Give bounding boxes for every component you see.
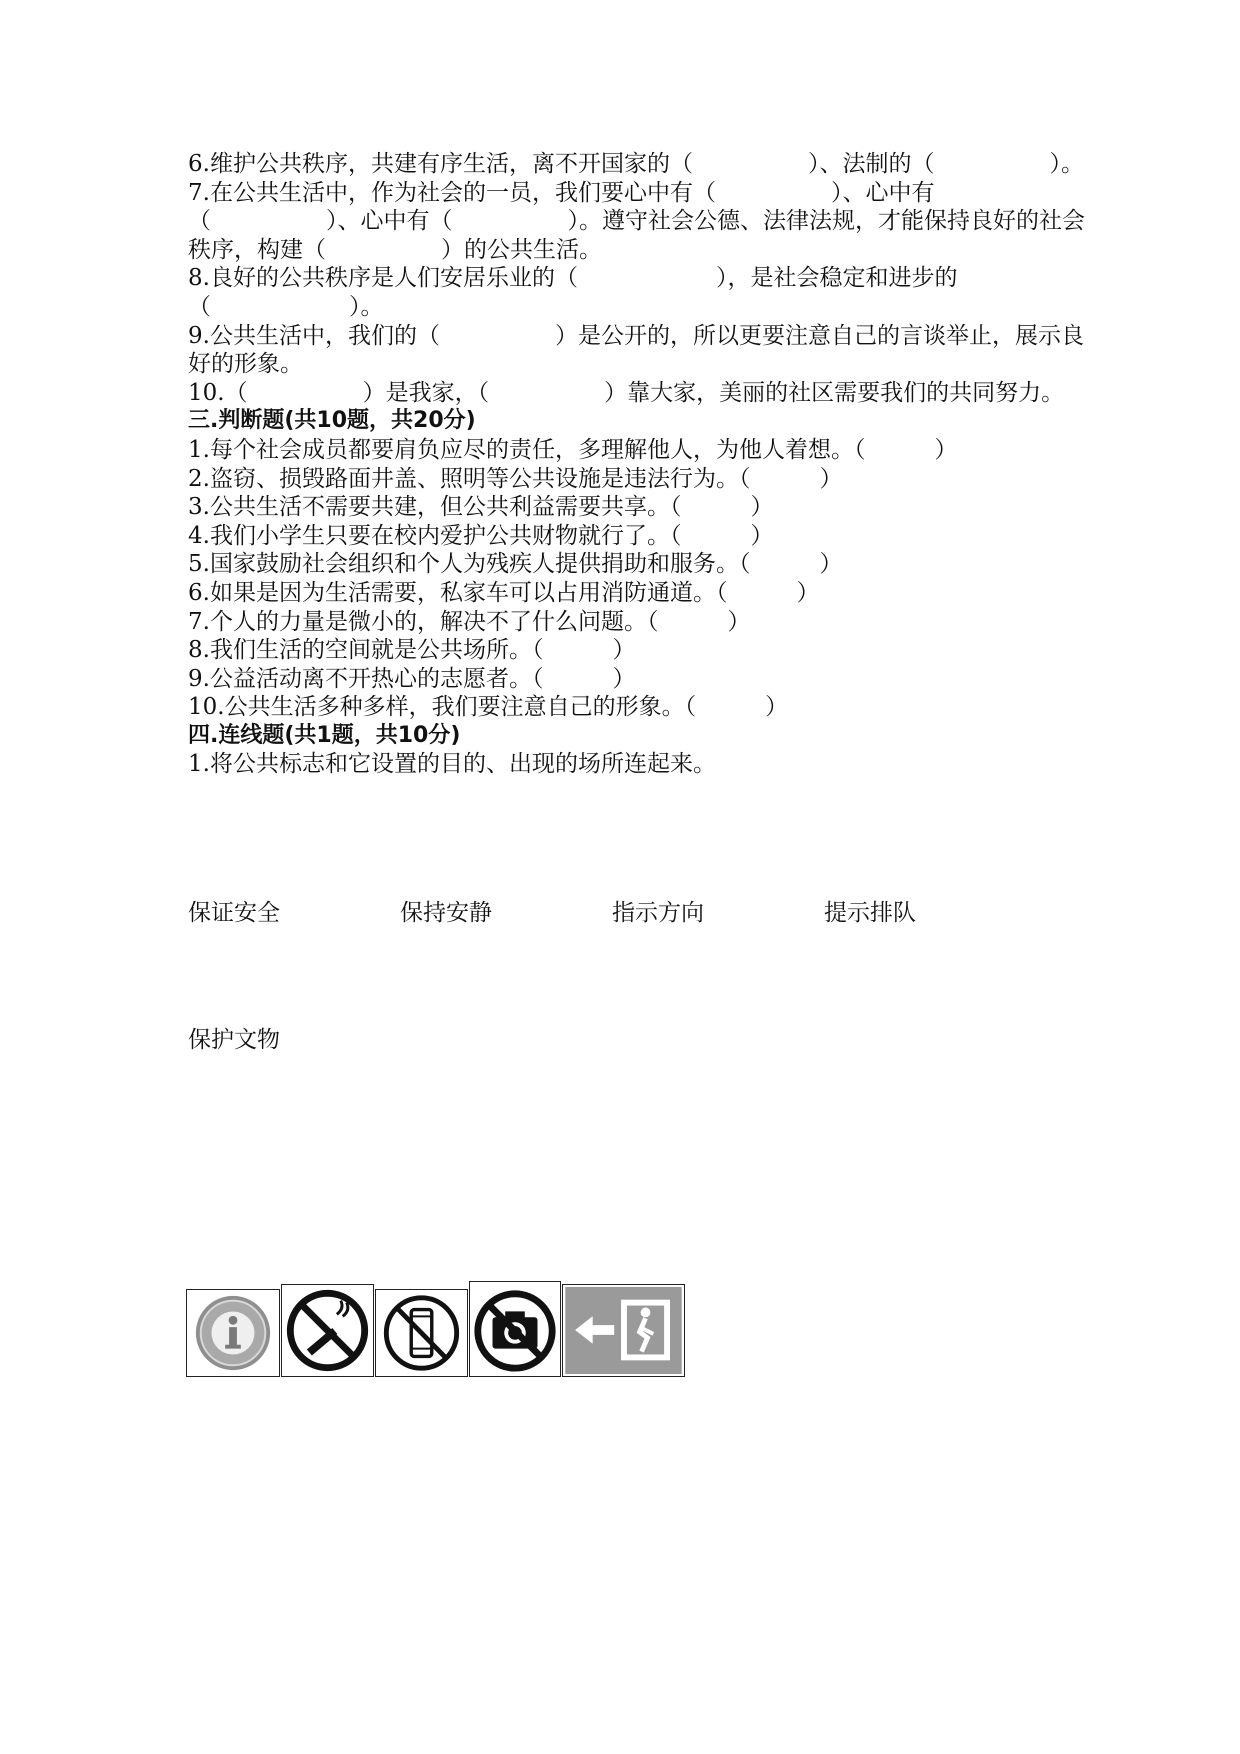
worksheet-content <box>188 150 1088 779</box>
fill-blank-question-8: 8.良好的公共秩序是人们安居乐业的（ ），是社会稳定和进步的（ ）。 <box>188 265 958 320</box>
emergency-exit-sign-icon <box>562 1284 685 1377</box>
judgement-question-4: 4.我们小学生只要在校内爱护公共财物就行了。（ ） <box>188 522 774 549</box>
no-camera-sign-icon <box>469 1281 561 1377</box>
judgement-question-6: 6.如果是因为生活需要，私家车可以占用消防通道。（ ） <box>188 579 820 606</box>
fill-blank-question-9: 9.公共生活中，我们的（ ）是公开的，所以更要注意自己的言谈举止，展示良好的形象。 <box>188 322 1084 378</box>
judgement-question-2: 2.盗窃、损毁路面井盖、照明等公共设施是违法行为。（ ） <box>188 465 843 492</box>
fill-blank-question-10: 10.（ ）是我家，（ ）靠大家，美丽的社区需要我们的共同努力。 <box>188 379 1065 406</box>
matching-purpose-labels <box>188 898 1188 938</box>
information-sign-icon <box>186 1289 280 1377</box>
label-indicate-direction: 指示方向 <box>612 900 704 926</box>
matching-question-1: 1.将公共标志和它设置的目的、出现的场所连起来。 <box>188 751 716 778</box>
judgement-question-9: 9.公益活动离不开热心的志愿者。（ ） <box>188 665 636 692</box>
fill-blank-question-7: 7.在公共生活中，作为社会的一员，我们要心中有（ ）、心中有（ ）、心中有（ ）。遵守社会公德、法律法规，才能保持良好的社会秩序，构建（ ）的公共生活。 <box>188 179 1085 263</box>
no-smoking-sign-icon <box>281 1284 374 1377</box>
judgement-question-5: 5.国家鼓励社会组织和个人为残疾人提供捐助和服务。（ ） <box>188 551 843 578</box>
public-signs-row <box>186 1281 686 1377</box>
matching-section-title: 四.连线题(共1题，共10分) <box>188 722 461 748</box>
judgement-question-8: 8.我们生活的空间就是公共场所。（ ） <box>188 637 636 664</box>
no-mobile-phone-sign-icon <box>375 1289 468 1377</box>
label-queue-reminder: 提示排队 <box>824 900 916 926</box>
judgement-question-7: 7.个人的力量是微小的，解决不了什么问题。（ ） <box>188 608 751 635</box>
judgement-section-title: 三.判断题(共10题，共20分) <box>188 408 476 434</box>
judgement-question-10: 10.公共生活多种多样，我们要注意自己的形象。（ ） <box>188 694 789 721</box>
judgement-question-3: 3.公共生活不需要共建，但公共利益需要共享。（ ） <box>188 494 774 521</box>
fill-blank-question-6: 6.维护公共秩序，共建有序生活，离不开国家的（ ）、法制的（ ）。 <box>188 151 1084 177</box>
label-ensure-safety: 保证安全 <box>188 900 280 926</box>
judgement-question-1: 1.每个社会成员都要肩负应尽的责任，多理解他人，为他人着想。（ ） <box>188 436 958 463</box>
label-protect-relics: 保护文物 <box>188 1027 280 1053</box>
label-keep-quiet: 保持安静 <box>400 900 492 926</box>
